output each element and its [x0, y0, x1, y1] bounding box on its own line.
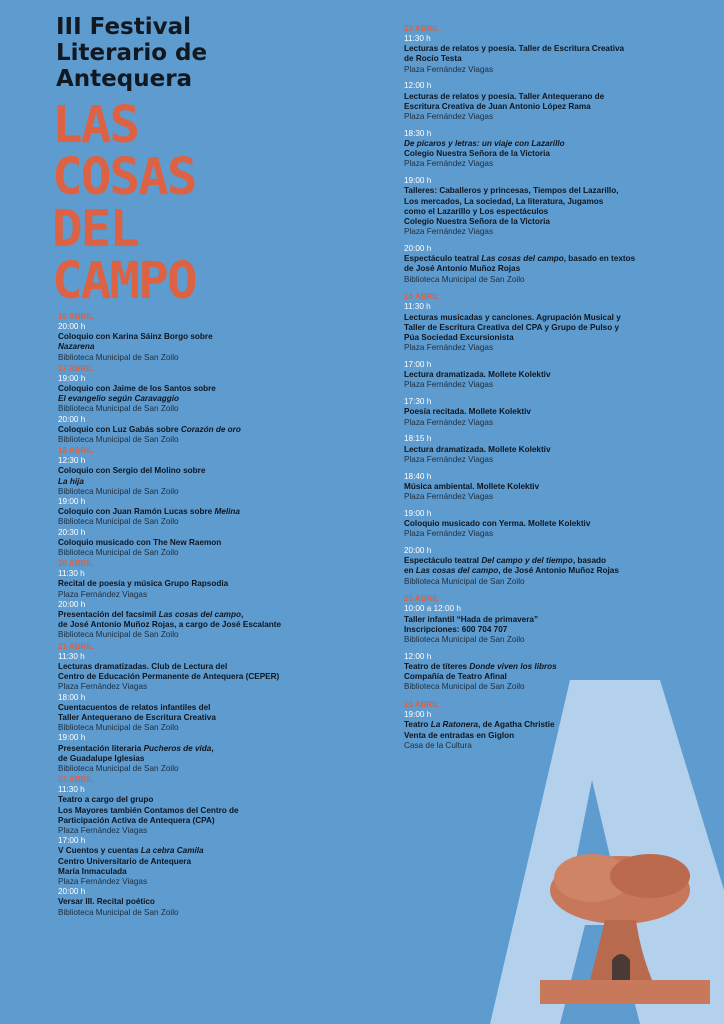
event-title: Coloquio musicado con Yerma. Mollete Kolektiv — [404, 519, 591, 529]
event-venue: Plaza Fernández Viagas — [404, 159, 494, 169]
event-title: Presentación del facsímil Las cosas del campo, de José Antonio Muñoz Rojas, a cargo de José Escalante — [58, 610, 282, 630]
event-time: 11:30 h — [404, 34, 431, 43]
event-venue: Biblioteca Municipal de San Zoilo — [58, 630, 179, 640]
event-time: 11:30 h — [58, 651, 85, 661]
event-venue: Casa de la Cultura — [404, 740, 472, 750]
event-item — [58, 456, 358, 497]
event-venue: Plaza Fernández Viagas — [58, 825, 148, 835]
event-item — [404, 34, 694, 75]
event-title: Lecturas dramatizadas. Club de Lectura del Centro de Educación Permanente de Antequera (CEPER) — [58, 661, 280, 682]
event-time: 12:00 h — [404, 651, 432, 661]
event-title: Teatro de títeres Donde viven los libros Compañía de Teatro Afinal — [404, 662, 557, 682]
event-time: 19:00 h — [404, 710, 432, 720]
event-venue: Plaza Fernández Viagas — [404, 492, 494, 502]
event-time: 20:00 h — [404, 546, 432, 556]
event-item — [404, 710, 694, 751]
event-time: 17:30 h — [404, 397, 432, 407]
day-heading: 25 ABRIL — [404, 594, 440, 604]
event-item — [404, 604, 694, 645]
event-item — [404, 472, 694, 503]
event-title: Poesía recitada. Mollete Kolektiv — [404, 407, 531, 417]
event-title: Teatro La Ratonera, de Agatha Christie Venta de entradas en Giglon — [404, 720, 555, 740]
event-item — [58, 497, 358, 528]
event-title: Versar III. Recital poético — [58, 897, 155, 907]
event-venue: Plaza Fernández Viagas — [58, 876, 148, 886]
event-title: Lecturas de relatos y poesía. Taller Antequerano de Escritura Creativa de Juan Antonio López Rama — [404, 91, 605, 111]
event-title: Coloquio con Luz Gabás sobre Corazón de oro — [58, 424, 241, 434]
event-title: Lecturas musicadas y canciones. Agrupación Musical y Taller de Escritura Creativa del CPA y Grupo de Pulso y Púa Sociedad Excursionista — [404, 312, 621, 343]
event-item — [58, 322, 358, 363]
event-time: 18:15 h — [404, 434, 432, 444]
day-heading: 24 ABRIL — [404, 292, 440, 302]
event-venue: Plaza Fernández Viagas — [404, 112, 494, 122]
event-time: 11:30 h — [58, 785, 85, 795]
event-venue: Biblioteca Municipal de San Zoilo — [58, 486, 179, 496]
main-title: LAS COSAS DEL CAMPO — [52, 96, 196, 311]
event-time: 19:00 h — [58, 373, 86, 383]
event-venue: Biblioteca Municipal de San Zoilo — [58, 763, 179, 773]
program-column-left — [58, 311, 358, 918]
day-heading: 17 ABRIL — [58, 363, 94, 373]
event-item — [58, 374, 358, 415]
event-title: Teatro a cargo del grupo Los Mayores también Contamos del Centro de Participación Activa de Antequera (CPA) — [58, 795, 239, 825]
event-item — [58, 836, 358, 887]
event-time: 20:00 h — [404, 244, 432, 254]
event-title: Cuentacuentos de relatos infantiles del Taller Antequerano de Escritura Creativa — [58, 702, 216, 722]
event-title: Coloquio musicado con The New Raemon — [58, 537, 222, 547]
event-time: 20:30 h — [58, 527, 86, 537]
event-title: Espectáculo teatral Del campo y del tiempo, basado en Las cosas del campo, de José Antonio Muñoz Rojas — [404, 556, 619, 576]
event-venue: Biblioteca Municipal de San Zoilo — [58, 723, 179, 733]
event-time: 12:00 h — [404, 81, 432, 91]
event-venue: Biblioteca Municipal de San Zoilo — [58, 907, 179, 917]
event-title: Espectáculo teatral Las cosas del campo, basado en textos de José Antonio Muñoz Rojas — [404, 254, 636, 274]
event-venue: Plaza Fernández Viagas — [404, 454, 494, 464]
event-item — [58, 652, 358, 693]
event-item — [58, 569, 358, 600]
event-venue: Plaza Fernández Viagas — [404, 417, 494, 427]
event-item — [404, 176, 694, 237]
event-item — [58, 415, 358, 446]
event-item — [58, 693, 358, 734]
event-item — [404, 360, 694, 391]
event-item — [404, 652, 694, 693]
day-heading: 18 ABRIL — [58, 446, 94, 456]
day-heading: 26 ABRIL — [404, 700, 440, 710]
event-item — [404, 397, 694, 428]
day-heading: 23 ABRIL — [404, 24, 440, 33]
event-venue: Plaza Fernández Viagas — [58, 589, 148, 599]
event-venue: Plaza Fernández Viagas — [404, 64, 494, 74]
event-venue: Biblioteca Municipal de San Zoilo — [404, 576, 525, 586]
event-item — [404, 81, 694, 122]
event-title: Coloquio con Jaime de los Santos sobre El evangelio según Caravaggio — [58, 384, 216, 404]
event-title: Coloquio con Sergio del Molino sobre La hija — [58, 466, 206, 486]
event-item — [404, 546, 694, 587]
event-title: V Cuentos y cuentas La cebra Camila Centro Universitario de Antequera María Inmaculada — [58, 846, 204, 876]
event-venue: Plaza Fernández Viagas — [404, 380, 494, 390]
festival-name: III Festival Literario de Antequera — [56, 14, 208, 92]
event-item — [58, 528, 358, 559]
event-venue: Biblioteca Municipal de San Zoilo — [58, 352, 179, 362]
event-venue: Biblioteca Municipal de San Zoilo — [404, 682, 525, 692]
event-item — [404, 434, 694, 465]
event-time: 19:00 h — [404, 508, 432, 518]
event-time: 17:00 h — [404, 360, 432, 370]
event-item — [58, 733, 358, 774]
event-item — [58, 785, 358, 836]
event-time: 19:00 h — [58, 733, 86, 743]
event-time: 20:00 h — [58, 599, 86, 609]
program-column-right — [404, 19, 694, 758]
event-time: 18:30 h — [404, 128, 432, 138]
event-venue: Biblioteca Municipal de San Zoilo — [58, 404, 179, 414]
event-title: De pícaros y letras: un viaje con Lazarillo Colegio Nuestra Señora de la Victoria — [404, 139, 565, 159]
event-time: 17:00 h — [58, 836, 86, 846]
event-time: 11:30 h — [404, 302, 431, 312]
event-venue: Biblioteca Municipal de San Zoilo — [58, 517, 179, 527]
event-venue: Biblioteca Municipal de San Zoilo — [58, 435, 179, 445]
event-time: 18:00 h — [58, 692, 86, 702]
event-item — [58, 887, 358, 918]
day-heading: 16 ABRIL — [58, 312, 94, 321]
event-time: 19:00 h — [58, 497, 86, 507]
event-item — [404, 129, 694, 170]
event-time: 19:00 h — [404, 176, 432, 186]
event-title: Lectura dramatizada. Mollete Kolektiv — [404, 444, 551, 454]
event-venue: Plaza Fernández Viagas — [404, 343, 494, 353]
event-title: Presentación literaria Pucheros de vida, de Guadalupe Iglesias — [58, 743, 214, 763]
event-title: Lecturas de relatos y poesía. Taller de Escritura Creativa de Rocío Testa — [404, 44, 625, 64]
event-item — [404, 244, 694, 285]
event-venue: Plaza Fernández Viagas — [404, 227, 494, 237]
event-item — [58, 600, 358, 641]
event-time: 12:30 h — [58, 456, 86, 466]
event-title: Lectura dramatizada. Mollete Kolektiv — [404, 370, 551, 380]
event-time: 20:00 h — [58, 887, 86, 897]
event-title: Recital de poesía y música Grupo Rapsodia — [58, 579, 229, 589]
event-item — [404, 509, 694, 540]
event-title: Música ambiental. Mollete Kolektiv — [404, 481, 540, 491]
day-heading: 20 ABRIL — [58, 559, 94, 569]
event-title: Talleres: Caballeros y princesas, Tiempos del Lazarillo, Los mercados, La sociedad, La literatura, Jugamos como el Lazarillo y Los espectáculos Colegio Nuestra Señora de la Victoria — [404, 186, 619, 227]
event-title: Coloquio con Juan Ramón Lucas sobre Melina — [58, 507, 240, 517]
event-time: 20:00 h — [58, 322, 86, 331]
day-heading: 21 ABRIL — [58, 641, 94, 651]
event-item — [404, 302, 694, 353]
event-venue: Biblioteca Municipal de San Zoilo — [58, 548, 179, 558]
event-time: 18:40 h — [404, 471, 432, 481]
day-heading: 22 ABRIL — [58, 775, 94, 785]
event-venue: Biblioteca Municipal de San Zoilo — [404, 635, 525, 645]
event-time: 11:30 h — [58, 569, 85, 579]
event-time: 10:00 a 12:00 h — [404, 604, 461, 614]
event-venue: Plaza Fernández Viagas — [58, 682, 148, 692]
event-venue: Plaza Fernández Viagas — [404, 529, 494, 539]
event-title: Taller infantil “Hada de primavera” Inscripciones: 600 704 707 — [404, 614, 539, 634]
event-venue: Biblioteca Municipal de San Zoilo — [404, 274, 525, 284]
event-title: Coloquio con Karina Sáinz Borgo sobre Nazarena — [58, 332, 213, 352]
event-time: 20:00 h — [58, 414, 86, 424]
